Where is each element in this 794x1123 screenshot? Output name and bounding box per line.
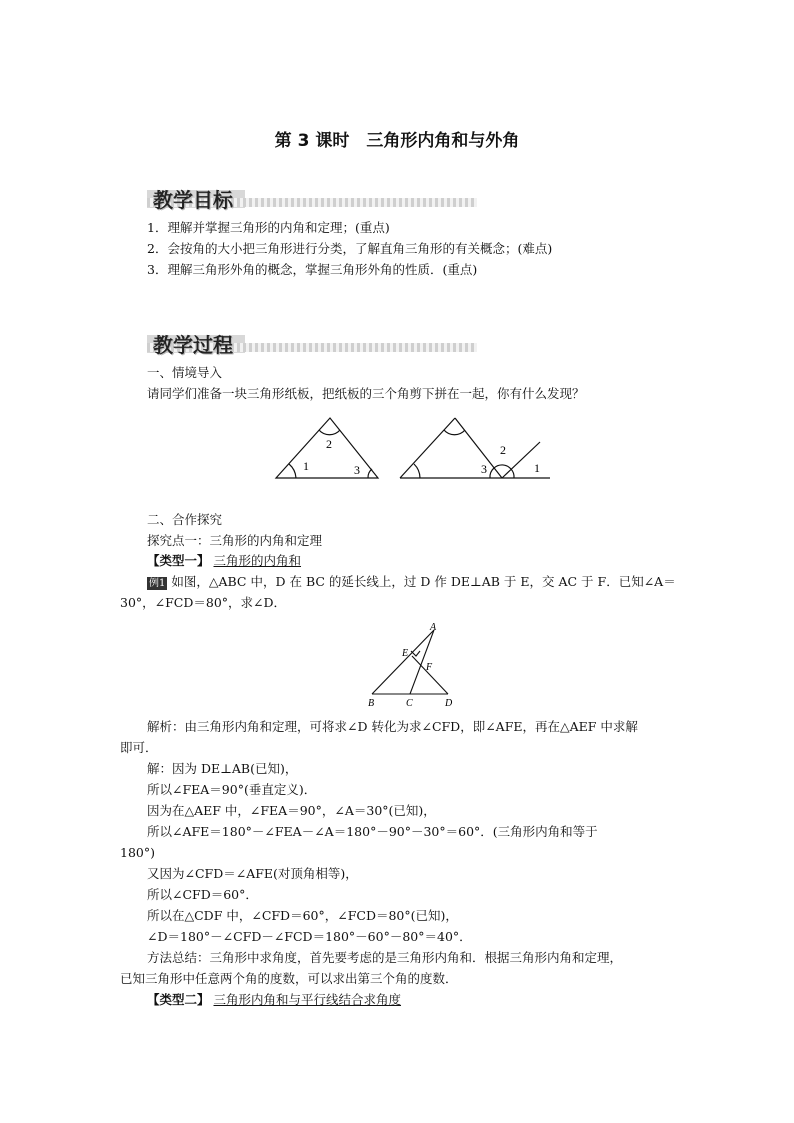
angle-label-3: 3 xyxy=(481,462,487,476)
solution-line: 所以∠FEA＝90°(垂直定义)． xyxy=(147,782,317,797)
example-badge: 例1 xyxy=(149,578,166,589)
solution-line: 所以∠AFE＝180°－∠FEA－∠A＝180°－90°－30°＝60°．(三角形内角和等于 xyxy=(147,824,598,839)
section-banner-process xyxy=(147,327,477,357)
goal-item: 3．理解三角形外角的概念，掌握三角形外角的性质．(重点) xyxy=(147,262,478,277)
type-title: 三角形的内角和 xyxy=(213,553,302,568)
geometry-figure xyxy=(360,618,470,710)
point-label-d: D xyxy=(445,698,453,709)
method-summary: 已知三角形中任意两个角的度数，可以求出第三个角的度数． xyxy=(120,971,458,986)
angle-label-2: 2 xyxy=(500,443,506,457)
type-title: 三角形内角和与平行线结合求角度 xyxy=(213,992,402,1007)
point-label-a: A xyxy=(430,622,437,633)
solution-line: 所以∠CFD＝60°． xyxy=(147,887,258,902)
solution-line: 解：因为 DE⊥AB(已知)， xyxy=(147,761,298,776)
goal-item: 1．理解并掌握三角形的内角和定理；(重点) xyxy=(147,220,390,235)
solution-line: ∠D＝180°－∠CFD－∠FCD＝180°－60°－80°＝40°． xyxy=(147,929,472,944)
angle-label-1: 1 xyxy=(303,459,309,473)
intro-text: 请同学们准备一块三角形纸板，把纸板的三个角剪下拼在一起，你有什么发现？ xyxy=(147,386,585,401)
subsection-heading: 探究点一：三角形的内角和定理 xyxy=(147,533,323,548)
point-label-f: F xyxy=(426,662,433,673)
angle-label-2: 2 xyxy=(326,437,332,451)
section-heading: 二、合作探究 xyxy=(147,512,223,527)
angle-label-3: 3 xyxy=(354,463,360,477)
example-line: 30°，∠FCD＝80°，求∠D． xyxy=(120,595,287,610)
analysis-text: 解析：由三角形内角和定理，可将求∠D 转化为求∠CFD，即∠AFE，再在△AEF 中求解 xyxy=(147,719,638,734)
method-summary: 方法总结：三角形中求角度，首先要考虑的是三角形内角和．根据三角形内角和定理， xyxy=(147,950,623,965)
solution-line: 180°) xyxy=(120,845,155,860)
angle-figure xyxy=(270,412,560,484)
point-label-b: B xyxy=(368,698,375,709)
goal-item: 2．会按角的大小把三角形进行分类，了解直角三角形的有关概念；(难点) xyxy=(147,241,553,256)
section-heading: 一、情境导入 xyxy=(147,365,223,380)
type-heading xyxy=(147,552,301,570)
banner-title: 教学过程 xyxy=(153,333,233,357)
type-tag: 【类型一】 xyxy=(147,553,210,568)
analysis-text: 即可． xyxy=(120,740,158,755)
solution-line: 因为在△AEF 中，∠FEA＝90°，∠A＝30°(已知)， xyxy=(147,803,436,818)
type-tag: 【类型二】 xyxy=(147,992,210,1007)
type-heading xyxy=(147,991,401,1009)
solution-line: 所以在△CDF 中，∠CFD＝60°，∠FCD＝80°(已知)， xyxy=(147,908,458,923)
solution-line: 又因为∠CFD＝∠AFE(对顶角相等)， xyxy=(147,866,358,881)
example-text: 如图，△ABC 中，D 在 BC 的延长线上，过 D 作 DE⊥AB 于 E，交 AC 于 F．已知∠A＝ xyxy=(171,574,676,589)
example-line xyxy=(147,573,676,591)
banner-title: 教学目标 xyxy=(153,188,233,212)
angle-label-1: 1 xyxy=(534,461,540,475)
point-label-c: C xyxy=(406,698,413,709)
section-banner-goals xyxy=(147,182,477,212)
triangle-figure-right xyxy=(400,418,550,478)
point-label-e: E xyxy=(402,648,409,659)
lesson-title: 第 3 课时 三角形内角和与外角 xyxy=(274,131,520,151)
